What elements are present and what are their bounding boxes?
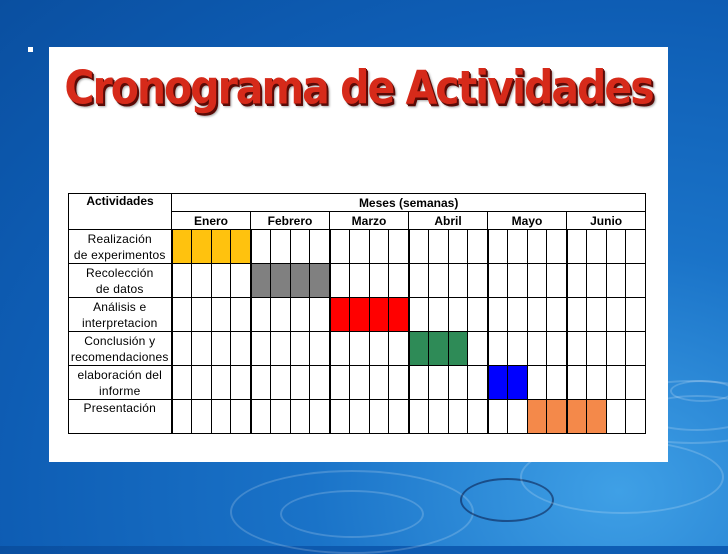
week-cell (231, 332, 251, 366)
week-cell (567, 230, 587, 264)
week-cell (448, 400, 468, 434)
week-cell (310, 230, 330, 264)
week-cell (172, 332, 192, 366)
activity-label (69, 400, 172, 434)
week-cell (547, 332, 567, 366)
week-cell (527, 366, 547, 400)
week-cell (310, 366, 330, 400)
week-cell (191, 264, 211, 298)
week-cell (310, 332, 330, 366)
week-cell (270, 298, 290, 332)
week-cell (290, 298, 310, 332)
activity-label-line: Recolección (85, 265, 154, 280)
week-cell (488, 332, 508, 366)
week-cell (389, 400, 409, 434)
week-cell (270, 230, 290, 264)
gantt-bar-cell (409, 332, 429, 366)
week-cell (409, 264, 429, 298)
week-cell (409, 230, 429, 264)
week-cell (488, 230, 508, 264)
gantt-bar-cell (369, 298, 389, 332)
week-cell (231, 366, 251, 400)
gantt-bar-cell (507, 366, 527, 400)
week-cell (251, 400, 271, 434)
week-cell (428, 400, 448, 434)
header-months-weeks: Meses (semanas) (172, 194, 646, 212)
activity-label-line: de datos (95, 281, 144, 296)
week-cell (172, 400, 192, 434)
week-cell (211, 366, 231, 400)
week-cell (547, 366, 567, 400)
week-cell (488, 264, 508, 298)
activity-label-line: recomendaciones (70, 349, 169, 364)
week-cell (389, 264, 409, 298)
gantt-bar-cell (310, 264, 330, 298)
activity-label (69, 264, 172, 298)
week-cell (270, 332, 290, 366)
week-cell (448, 230, 468, 264)
week-cell (369, 366, 389, 400)
week-cell (606, 264, 626, 298)
week-cell (428, 230, 448, 264)
week-cell (586, 298, 606, 332)
week-cell (586, 230, 606, 264)
week-cell (310, 298, 330, 332)
week-cell (567, 332, 587, 366)
week-cell (369, 332, 389, 366)
week-cell (527, 230, 547, 264)
week-cell (290, 400, 310, 434)
week-cell (468, 230, 488, 264)
week-cell (448, 298, 468, 332)
slide-content-panel (49, 47, 668, 462)
ripple-decoration (280, 490, 424, 538)
week-cell (191, 400, 211, 434)
week-cell (606, 298, 626, 332)
activity-label-line: Realización (87, 231, 152, 246)
week-cell (428, 366, 448, 400)
week-cell (290, 366, 310, 400)
week-cell (191, 366, 211, 400)
week-cell (369, 400, 389, 434)
week-cell (251, 298, 271, 332)
activity-label (69, 230, 172, 264)
week-cell (211, 332, 231, 366)
gantt-bar-cell (527, 400, 547, 434)
month-header: Marzo (330, 212, 409, 230)
week-cell (527, 332, 547, 366)
activity-label (69, 366, 172, 400)
week-cell (389, 332, 409, 366)
week-cell (191, 298, 211, 332)
week-cell (606, 230, 626, 264)
week-cell (211, 264, 231, 298)
week-cell (251, 332, 271, 366)
week-cell (349, 400, 369, 434)
month-header: Febrero (251, 212, 330, 230)
gantt-bar-cell (330, 298, 350, 332)
gantt-bar-cell (547, 400, 567, 434)
week-cell (211, 298, 231, 332)
week-cell (586, 332, 606, 366)
activity-label-line: de experimentos (73, 247, 166, 262)
week-cell (567, 298, 587, 332)
week-cell (586, 366, 606, 400)
week-cell (389, 366, 409, 400)
gantt-bar-cell (211, 230, 231, 264)
week-cell (369, 230, 389, 264)
table-row (69, 298, 646, 332)
week-cell (330, 366, 350, 400)
gantt-bar-cell (567, 400, 587, 434)
week-cell (507, 400, 527, 434)
table-row (69, 366, 646, 400)
week-cell (448, 264, 468, 298)
week-cell (270, 366, 290, 400)
week-cell (488, 400, 508, 434)
week-cell (468, 400, 488, 434)
week-cell (409, 400, 429, 434)
gantt-bar-cell (290, 264, 310, 298)
table-row (69, 400, 646, 434)
week-cell (626, 298, 646, 332)
week-cell (507, 264, 527, 298)
gantt-bar-cell (428, 332, 448, 366)
activity-label-line: Análisis e (93, 299, 147, 314)
activity-label (69, 332, 172, 366)
activity-label (69, 298, 172, 332)
week-cell (409, 298, 429, 332)
week-cell (172, 298, 192, 332)
schedule-table (68, 193, 646, 434)
activity-label-line: Conclusión y (84, 333, 156, 348)
week-cell (606, 366, 626, 400)
week-cell (626, 332, 646, 366)
month-header: Abril (409, 212, 488, 230)
week-cell (468, 298, 488, 332)
week-cell (547, 230, 567, 264)
table-row (69, 332, 646, 366)
activity-label-line: informe (99, 383, 141, 398)
gantt-bar-cell (191, 230, 211, 264)
week-cell (606, 400, 626, 434)
gantt-bar-cell (586, 400, 606, 434)
week-cell (349, 264, 369, 298)
week-cell (330, 264, 350, 298)
week-cell (626, 366, 646, 400)
week-cell (606, 332, 626, 366)
week-cell (191, 332, 211, 366)
table-row (69, 264, 646, 298)
week-cell (626, 400, 646, 434)
gantt-bar-cell (231, 230, 251, 264)
week-cell (428, 264, 448, 298)
week-cell (468, 264, 488, 298)
week-cell (409, 366, 429, 400)
week-cell (330, 332, 350, 366)
gantt-bar-cell (488, 366, 508, 400)
week-cell (231, 400, 251, 434)
week-cell (290, 332, 310, 366)
week-cell (172, 264, 192, 298)
ripple-decoration (670, 380, 728, 402)
gantt-bar-cell (448, 332, 468, 366)
table-row (69, 230, 646, 264)
week-cell (428, 298, 448, 332)
gantt-bar-cell (270, 264, 290, 298)
week-cell (349, 366, 369, 400)
week-cell (586, 264, 606, 298)
week-cell (527, 298, 547, 332)
gantt-bar-cell (389, 298, 409, 332)
activity-label-line: interpretacion (81, 315, 158, 330)
activity-label-line: Presentación (83, 401, 156, 415)
activity-label-line: elaboración del (77, 367, 162, 382)
gantt-bar-cell (349, 298, 369, 332)
week-cell (270, 400, 290, 434)
week-cell (567, 366, 587, 400)
week-cell (527, 264, 547, 298)
week-cell (251, 230, 271, 264)
week-cell (626, 264, 646, 298)
week-cell (507, 230, 527, 264)
month-header: Mayo (488, 212, 567, 230)
week-cell (567, 264, 587, 298)
bullet-marker (28, 47, 33, 52)
week-cell (231, 264, 251, 298)
header-activities: Actividades (69, 194, 172, 230)
week-cell (290, 230, 310, 264)
week-cell (310, 400, 330, 434)
week-cell (547, 298, 567, 332)
week-cell (369, 264, 389, 298)
week-cell (330, 400, 350, 434)
gantt-bar-cell (251, 264, 271, 298)
week-cell (507, 298, 527, 332)
week-cell (349, 230, 369, 264)
gantt-bar-cell (172, 230, 192, 264)
week-cell (468, 366, 488, 400)
week-cell (507, 332, 527, 366)
week-cell (330, 230, 350, 264)
week-cell (251, 366, 271, 400)
month-header: Enero (172, 212, 251, 230)
week-cell (172, 366, 192, 400)
slide-title: Cronograma de Actividades (64, 61, 653, 115)
week-cell (488, 298, 508, 332)
week-cell (389, 230, 409, 264)
week-cell (448, 366, 468, 400)
week-cell (211, 400, 231, 434)
month-header: Junio (567, 212, 646, 230)
week-cell (547, 264, 567, 298)
week-cell (468, 332, 488, 366)
week-cell (349, 332, 369, 366)
week-cell (626, 230, 646, 264)
week-cell (231, 298, 251, 332)
